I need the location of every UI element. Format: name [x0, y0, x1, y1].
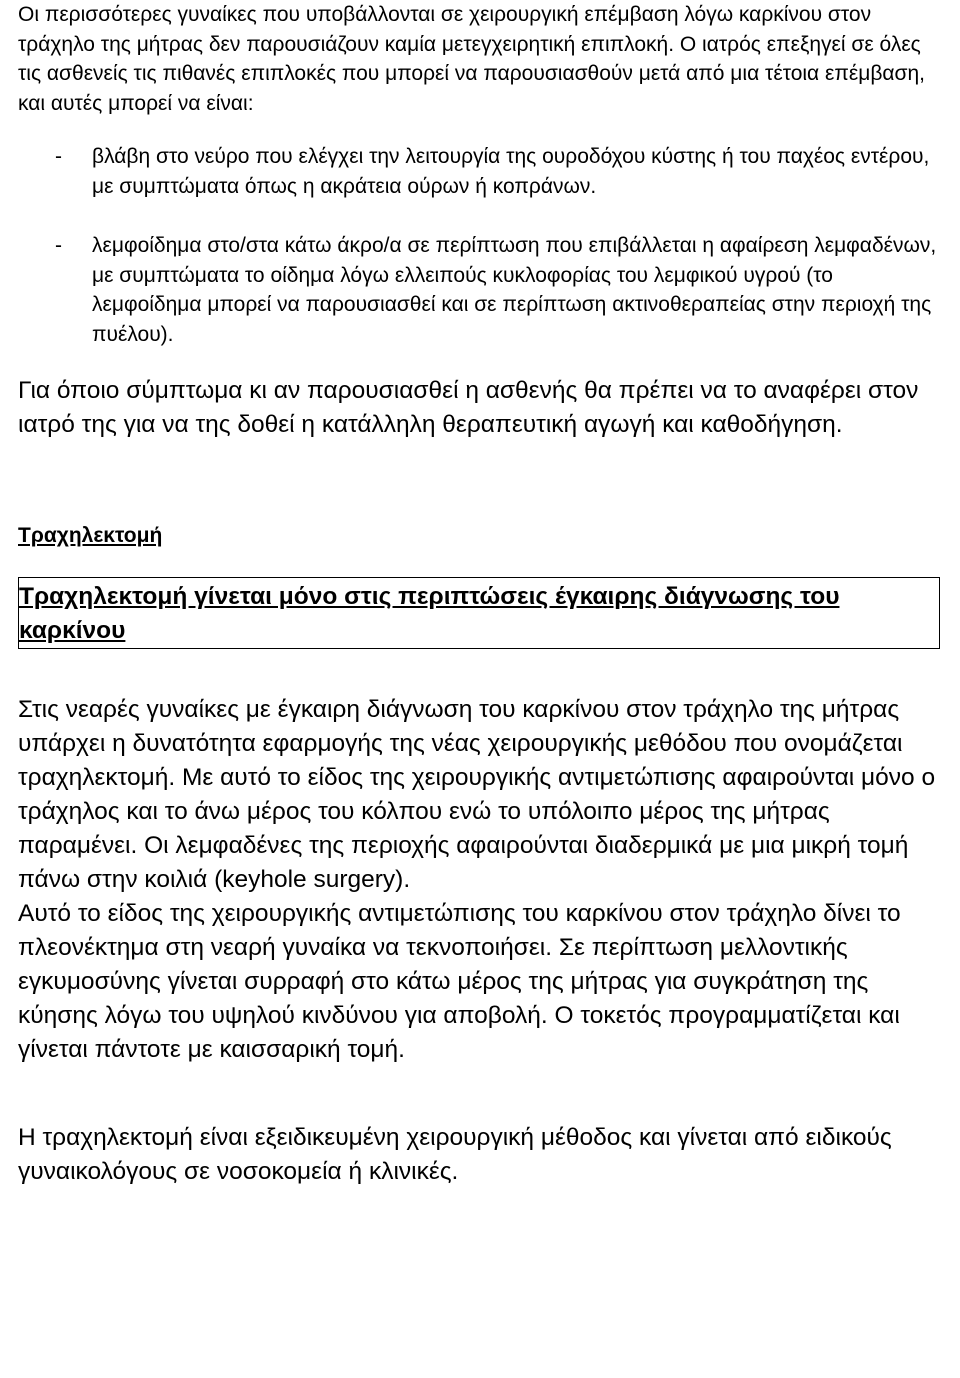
section-heading: Τραχηλεκτομή: [18, 524, 163, 547]
list-item: [18, 231, 948, 349]
body-paragraph-1: Στις νεαρές γυναίκες με έγκαιρη διάγνωση του καρκίνου στον τράχηλο της μήτρας υπάρχει η δυνατότητα εφαρμογής της νέας χειρουργικής μεθόδου που ονομάζεται τραχηλεκτομή. Με αυτό το είδος της χειρουργικής αντιμετώπισης αφαιρούνται μόνο ο τράχηλος και το άνω μέρος του κόλπου ενώ το υπόλοιπο μέρος της μήτρας παραμένει. Οι λεμφαδένες της περιοχής αφαιρούνται διαδερμικά με μια μικρή τομή πάνω στην κοιλιά (keyhole surgery).: [18, 696, 936, 893]
list-item-text: βλάβη στο νεύρο που ελέγχει την λειτουργία της ουροδόχου κύστης ή του παχέος εντέρου, με συμπτώματα όπως η ακράτεια ούρων ή κοπράνων.: [92, 145, 930, 198]
conclusion-paragraph: Για όποιο σύμπτωμα κι αν παρουσιασθεί η ασθενής θα πρέπει να το αναφέρει στον ιατρό της για να της δοθεί η κατάλληλη θεραπευτική αγωγή και καθοδήγηση.: [18, 377, 919, 438]
document-page: [18, 0, 948, 1189]
complications-list: [18, 142, 948, 349]
bullet-dash: -: [55, 234, 62, 257]
highlight-box: [18, 577, 940, 649]
list-item-text: λεμφοίδημα στο/στα κάτω άκρο/α σε περίπτωση που επιβάλλεται η αφαίρεση λεμφαδένων, με συμπτώματα το οίδημα λόγω ελλειπούς κυκλοφορίας του λεμφικού υγρού (το λεμφοίδημα μπορεί να παρουσιασθεί και σε περίπτωση ακτινοθεραπείας στην περιοχή της πυέλου).: [92, 234, 937, 346]
final-paragraph: Η τραχηλεκτομή είναι εξειδικευμένη χειρουργική μέθοδος και γίνεται από ειδικούς γυναικολόγους σε νοσοκομεία ή κλινικές.: [18, 1124, 892, 1185]
list-item: [18, 142, 948, 201]
highlight-text: Τραχηλεκτομή γίνεται μόνο στις περιπτώσεις έγκαιρης διάγνωσης του καρκίνου: [19, 583, 840, 644]
body-paragraph-2: Αυτό το είδος της χειρουργικής αντιμετώπισης του καρκίνου στον τράχηλο δίνει το πλεονέκτημα στη νεαρή γυναίκα να τεκνοποιήσει. Σε περίπτωση μελλοντικής εγκυμοσύνης γίνεται συρραφή στο κάτω μέρος της μήτρας για συγκράτηση της κύησης λόγω του υψηλού κινδύνου για αποβολή. Ο τοκετός προγραμματίζεται και γίνεται πάντοτε με καισσαρική τομή.: [18, 900, 901, 1063]
intro-paragraph: Οι περισσότερες γυναίκες που υποβάλλονται σε χειρουργική επέμβαση λόγω καρκίνου στον τράχηλο της μήτρας δεν παρουσιάζουν καμία μετεγχειρητική επιπλοκή. Ο ιατρός επεξηγεί σε όλες τις ασθενείς τις πιθανές επιπλοκές που μπορεί να παρουσιασθούν μετά από μια τέτοια επέμβαση, και αυτές μπορεί να είναι:: [18, 3, 926, 115]
bullet-dash: -: [55, 145, 62, 168]
